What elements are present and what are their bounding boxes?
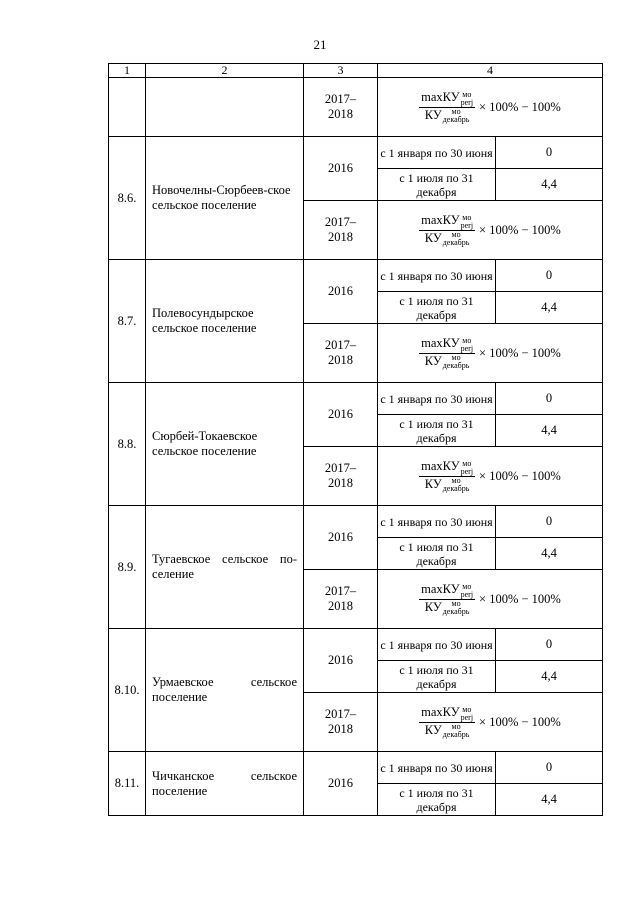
header-col-2: 2 <box>146 64 304 78</box>
formula-tail: × 100% − 100% <box>479 345 561 360</box>
table-row <box>109 752 603 784</box>
settlement-name: Тугаевское сельское по-селение <box>146 506 304 629</box>
formula-num: maxКУ <box>421 90 460 105</box>
formula-cell <box>378 570 603 629</box>
period-cell: с 1 января по 30 июня <box>378 752 496 784</box>
row-number: 8.6. <box>109 137 146 260</box>
settlement-name: Сюрбей-Токаевское сельское поселение <box>146 383 304 506</box>
year-cell: 2017– 2018 <box>304 324 378 383</box>
table-row <box>109 383 603 415</box>
year-cell: 2016 <box>304 506 378 570</box>
period-cell: с 1 июля по 31 декабря <box>378 538 496 570</box>
value-cell: 4,4 <box>496 538 603 570</box>
settlement-name: Полевосундырское сельское поселение <box>146 260 304 383</box>
formula-den: КУ <box>424 107 442 122</box>
formula-num: maxКУ <box>421 336 460 351</box>
formula-num: maxКУ <box>421 459 460 474</box>
value-cell: 4,4 <box>496 292 603 324</box>
year-cell: 2016 <box>304 383 378 447</box>
formula-den: КУ <box>424 599 442 614</box>
formula-num: maxКУ <box>421 582 460 597</box>
year-cell: 2017– 2018 <box>304 78 378 137</box>
formula-num: maxКУ <box>421 213 460 228</box>
value-cell: 0 <box>496 752 603 784</box>
header-col-3: 3 <box>304 64 378 78</box>
value-cell: 0 <box>496 506 603 538</box>
formula-cell <box>378 324 603 383</box>
formula-num: maxКУ <box>421 705 460 720</box>
period-cell: с 1 июля по 31 декабря <box>378 784 496 816</box>
table-row <box>109 629 603 661</box>
table-row <box>109 506 603 538</box>
value-cell: 0 <box>496 260 603 292</box>
formula-tail: × 100% − 100% <box>479 468 561 483</box>
period-cell: с 1 января по 30 июня <box>378 260 496 292</box>
page-number: 21 <box>313 37 327 52</box>
formula-cell <box>378 447 603 506</box>
formula: maxКУ мо perj КУ мо декабрь × 100% − 100% <box>421 335 561 370</box>
value-cell: 4,4 <box>496 661 603 693</box>
header-col-4: 4 <box>378 64 603 78</box>
year-cell: 2017– 2018 <box>304 201 378 260</box>
value-cell: 0 <box>496 629 603 661</box>
formula: maxКУ мо perj КУ мо декабрь × 100% − 100% <box>421 458 561 493</box>
formula-tail: × 100% − 100% <box>479 714 561 729</box>
formula-cell <box>378 78 603 137</box>
formula-cell <box>378 693 603 752</box>
year-cell: 2016 <box>304 137 378 201</box>
header-col-1: 1 <box>109 64 146 78</box>
row-number: 8.10. <box>109 629 146 752</box>
year-cell: 2017– 2018 <box>304 570 378 629</box>
table-row <box>109 78 603 137</box>
formula: maxКУ мо perj КУ мо декабрь × 100% − 100% <box>421 704 561 739</box>
period-cell: с 1 июля по 31 декабря <box>378 169 496 201</box>
period-cell: с 1 января по 30 июня <box>378 137 496 169</box>
year-cell: 2017– 2018 <box>304 693 378 752</box>
table-row <box>109 137 603 169</box>
formula-tail: × 100% − 100% <box>479 99 561 114</box>
formula: maxКУ мо perj КУ мо декабрь × 100% − 100% <box>421 581 561 616</box>
formula-den: КУ <box>424 722 442 737</box>
settlement-name: Чичканское сельское поселение <box>146 752 304 816</box>
formula-den: КУ <box>424 353 442 368</box>
row-number: 8.11. <box>109 752 146 816</box>
period-cell: с 1 июля по 31 декабря <box>378 415 496 447</box>
formula-tail: × 100% − 100% <box>479 591 561 606</box>
year-cell: 2017– 2018 <box>304 447 378 506</box>
row-number: 8.7. <box>109 260 146 383</box>
value-cell: 4,4 <box>496 415 603 447</box>
tariff-table <box>108 63 603 816</box>
formula: maxКУ мо perj КУ мо декабрь × 100% − 100% <box>421 89 561 124</box>
year-cell: 2016 <box>304 260 378 324</box>
table-row <box>109 260 603 292</box>
period-cell: с 1 июля по 31 декабря <box>378 292 496 324</box>
period-cell: с 1 июля по 31 декабря <box>378 661 496 693</box>
formula-cell <box>378 201 603 260</box>
row-number <box>109 78 146 137</box>
value-cell: 0 <box>496 383 603 415</box>
period-cell: с 1 января по 30 июня <box>378 506 496 538</box>
settlement-name <box>146 78 304 137</box>
period-cell: с 1 января по 30 июня <box>378 629 496 661</box>
formula: maxКУ мо perj КУ мо декабрь × 100% − 100% <box>421 212 561 247</box>
settlement-name: Новочелны-Сюрбеев-ское сельское поселение <box>146 137 304 260</box>
year-cell: 2016 <box>304 752 378 816</box>
settlement-name: Урмаевское сельское поселение <box>146 629 304 752</box>
formula-den: КУ <box>424 476 442 491</box>
formula-den: КУ <box>424 230 442 245</box>
year-cell: 2016 <box>304 629 378 693</box>
value-cell: 4,4 <box>496 784 603 816</box>
value-cell: 0 <box>496 137 603 169</box>
value-cell: 4,4 <box>496 169 603 201</box>
period-cell: с 1 января по 30 июня <box>378 383 496 415</box>
row-number: 8.9. <box>109 506 146 629</box>
row-number: 8.8. <box>109 383 146 506</box>
header-row <box>109 64 603 78</box>
formula-tail: × 100% − 100% <box>479 222 561 237</box>
